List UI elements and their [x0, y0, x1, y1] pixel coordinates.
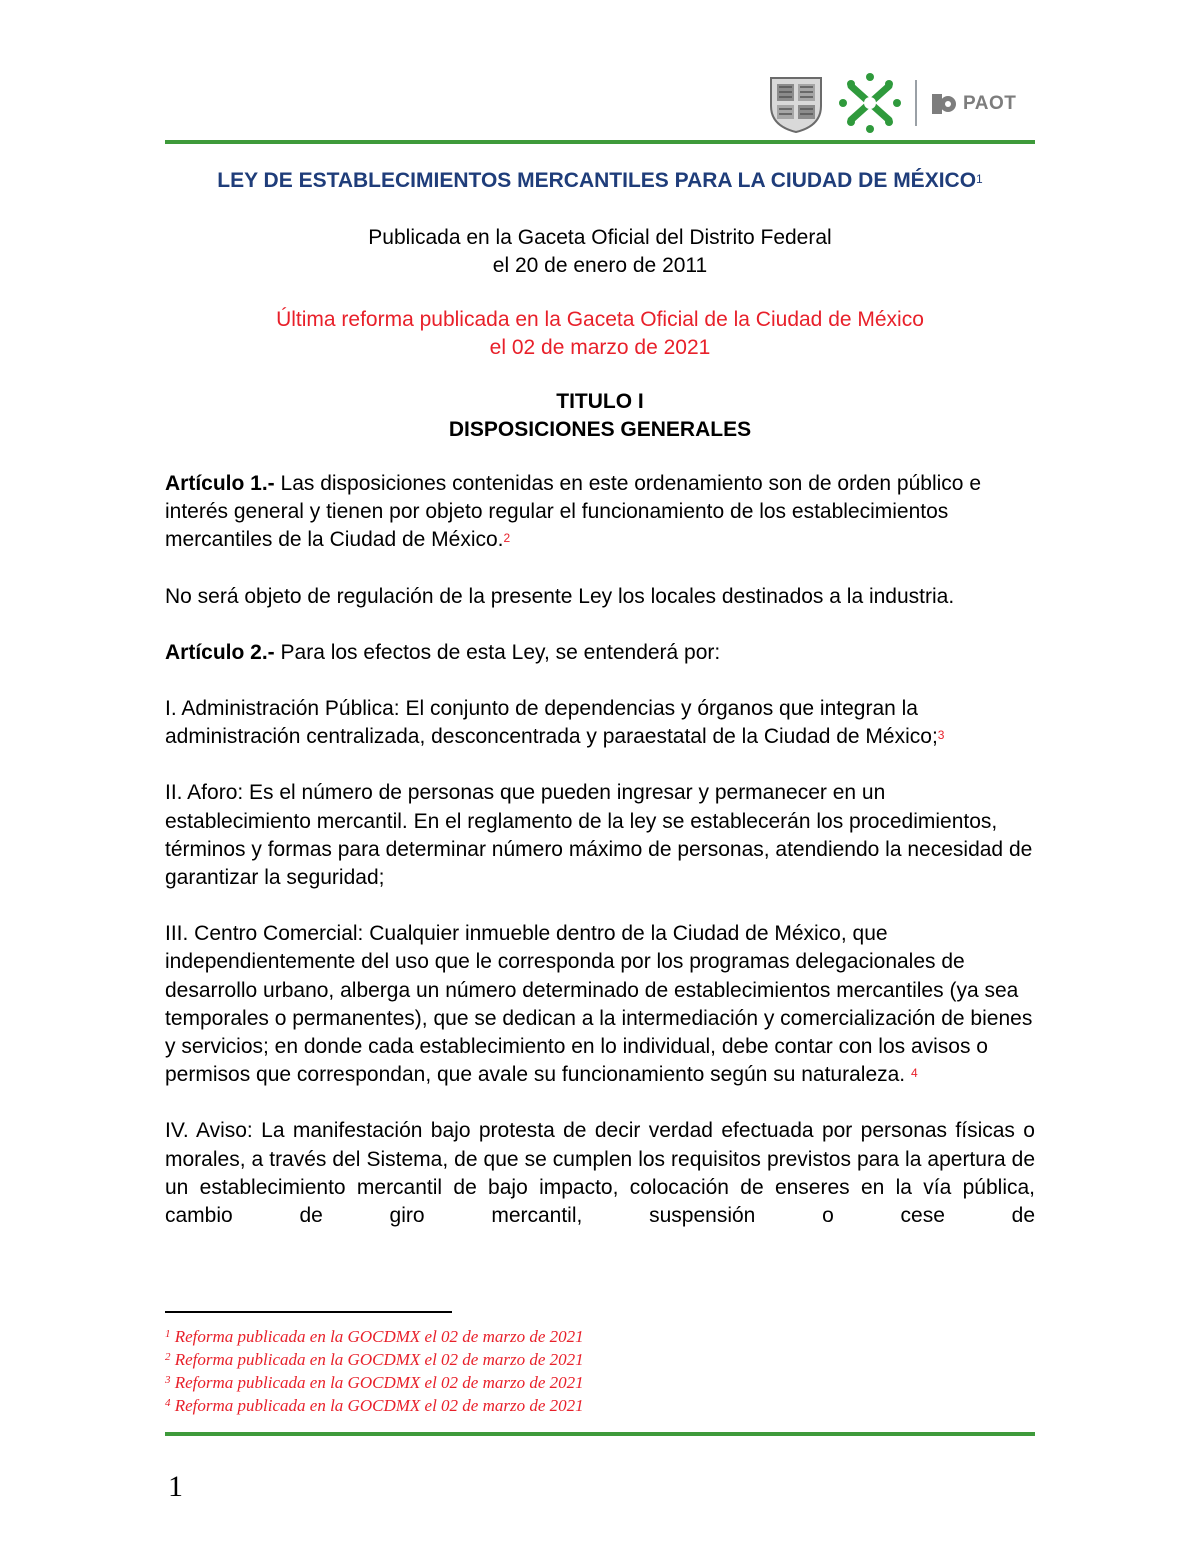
footnote-text: Reforma publicada en la GOCDMX el 02 de marzo de 2021 — [174, 1350, 584, 1369]
paot-logo-text: PAOT — [963, 93, 1017, 114]
footnote-ref: 2 — [503, 531, 511, 546]
paot-mark-icon — [931, 91, 957, 117]
article-1-paragraph-2: No será objeto de regulación de la presente Ley los locales destinados a la industria. — [165, 584, 955, 608]
footnote-text: Reforma publicada en la GOCDMX el 02 de marzo de 2021 — [174, 1327, 584, 1346]
footnote-ref: 4 — [910, 1066, 918, 1081]
document-title-text: LEY DE ESTABLECIMIENTOS MERCANTILES PARA LA CIUDAD DE MÉXICO — [217, 169, 977, 192]
article-1 — [165, 470, 1035, 555]
footnote-number: 3 — [165, 1374, 171, 1386]
header-rule — [165, 140, 1035, 144]
footnote-number: 4 — [165, 1397, 171, 1409]
footnote-item — [165, 1325, 865, 1348]
titulo-name: DISPOSICIONES GENERALES — [448, 418, 752, 441]
footnote-item — [165, 1371, 865, 1394]
article-2-label: Artículo 2.- — [165, 640, 275, 664]
definition-1-text: I. Administración Pública: El conjunto de dependencias y órganos que integran la administración centralizada, desconcentrada y paraestatal de la Ciudad de México; — [165, 697, 938, 749]
article-2 — [165, 639, 1035, 667]
footnote-ref: 3 — [937, 728, 945, 743]
definition-3 — [165, 920, 1035, 1089]
footnotes — [165, 1325, 865, 1417]
logo-divider — [915, 80, 917, 126]
published-line-1: Publicada en la Gaceta Oficial del Distrito Federal — [368, 226, 832, 249]
document-title — [165, 168, 1035, 194]
definition-4: IV. Aviso: La manifestación bajo protesta de decir verdad efectuada por personas físicas o morales, a través del Sistema, de que se cumplen los requisitos previstos para la apertura de un establecimiento mercantil de bajo impacto, colocación de enseres en la vía pública, cambio de giro mercantil, suspensión o cese de — [165, 1119, 1035, 1228]
article-2-text: Para los efectos de esta Ley, se entenderá por: — [274, 640, 721, 664]
definition-1 — [165, 695, 1035, 751]
reform-line-2: el 02 de marzo de 2021 — [489, 336, 711, 359]
footnote-number: 2 — [165, 1351, 171, 1363]
cdmx-green-knot-icon — [839, 72, 901, 134]
footnote-text: Reforma publicada en la GOCDMX el 02 de marzo de 2021 — [174, 1373, 584, 1392]
footnote-text: Reforma publicada en la GOCDMX el 02 de marzo de 2021 — [174, 1396, 584, 1415]
reform-line-1: Última reforma publicada en la Gaceta Oficial de la Ciudad de México — [276, 308, 924, 331]
header-logos — [765, 72, 1035, 134]
footnote-number: 1 — [165, 1328, 171, 1340]
published-line-2: el 20 de enero de 2011 — [492, 254, 708, 277]
footnote-separator — [165, 1311, 452, 1313]
definition-2: II. Aforo: Es el número de personas que pueden ingresar y permanecer en un establecimiento mercantil. En el reglamento de la ley se establecerán los procedimientos, términos y formas para determinar número máximo de personas, atendiendo la necesidad de garantizar la seguridad; — [165, 781, 1033, 890]
paot-logo — [931, 90, 1016, 118]
footnote-item — [165, 1348, 865, 1371]
cdmx-coat-of-arms-icon — [765, 72, 827, 134]
footnote-item — [165, 1394, 865, 1417]
titulo-heading: TITULO I — [556, 390, 644, 413]
footer-rule — [165, 1432, 1035, 1436]
definition-3-text: III. Centro Comercial: Cualquier inmueble dentro de la Ciudad de México, que independientemente del uso que le corresponda por los programas delegacionales de desarrollo urbano, alberga un número determinado de establecimientos mercantiles (ya sea temporales o permanentes), que se dedican a la intermediación y comercialización de bienes y servicios; en donde cada establecimiento en lo individual, debe contar con los avisos o permisos que correspondan, que avale su funcionamiento según su naturaleza. — [165, 922, 1033, 1087]
article-1-text: Las disposiciones contenidas en este ordenamiento son de orden público e interés general y tienen por objeto regular el funcionamiento de los establecimientos mercantiles de la Ciudad de México. — [165, 472, 981, 552]
document-body — [165, 168, 1035, 1258]
page-number: 1 — [168, 1470, 183, 1503]
article-1-label: Artículo 1.- — [165, 472, 275, 495]
footnote-ref: 1 — [976, 172, 983, 186]
